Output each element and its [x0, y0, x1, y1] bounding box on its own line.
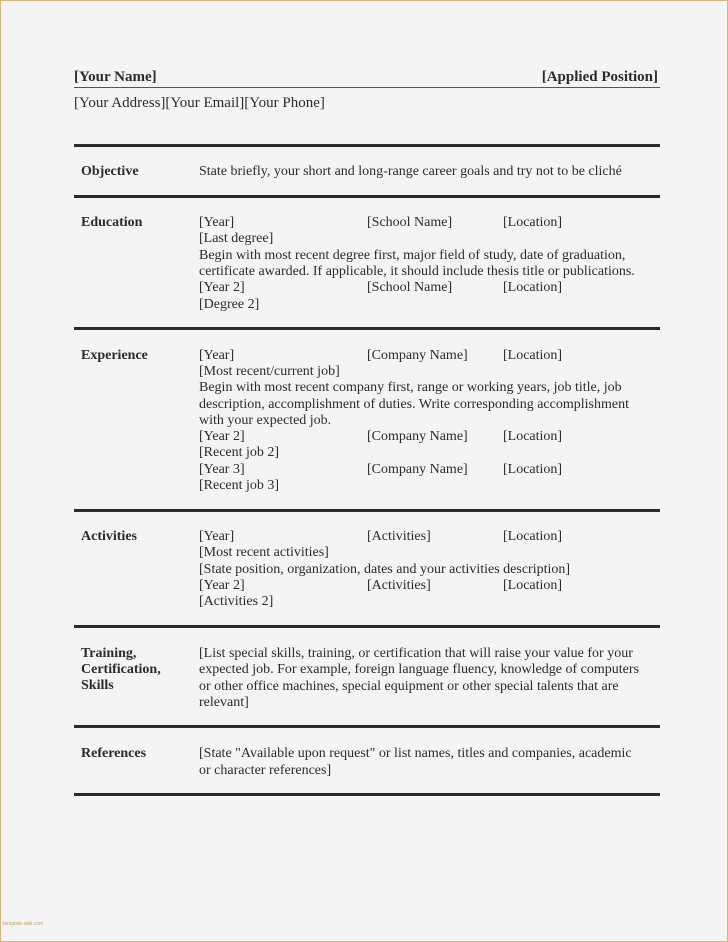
header-divider [74, 87, 660, 88]
activities-year-2: [Year 2] [199, 578, 245, 593]
section-divider [74, 725, 660, 728]
activities-year: [Year] [199, 529, 235, 544]
education-degree-2: [Degree 2] [199, 297, 260, 312]
section-divider [74, 625, 660, 628]
education-school-2: [School Name] [367, 280, 453, 295]
experience-company-3: [Company Name] [367, 462, 468, 477]
education-year: [Year] [199, 215, 235, 230]
education-location: [Location] [503, 215, 563, 230]
section-divider [74, 195, 660, 198]
activities-name-2: [Activities] [367, 578, 431, 593]
section-divider [74, 793, 660, 796]
experience-job-2: [Recent job 2] [199, 445, 280, 460]
education-description: certificate awarded. If applicable, it should include thesis title or publications. [199, 264, 635, 279]
section-divider [74, 509, 660, 512]
education-school: [School Name] [367, 215, 453, 230]
training-label: Training, [81, 646, 137, 661]
activities-description: [State position, organization, dates and your activities description] [199, 562, 571, 577]
education-degree: [Last degree] [199, 231, 274, 246]
activities-recent: [Most recent activities] [199, 545, 329, 560]
activities-2: [Activities 2] [199, 594, 274, 609]
section-divider [74, 144, 660, 147]
experience-location-3: [Location] [503, 462, 563, 477]
training-text: relevant] [199, 695, 249, 710]
experience-company-2: [Company Name] [367, 429, 468, 444]
experience-job-3: [Recent job 3] [199, 478, 280, 493]
objective-label: Objective [81, 164, 139, 179]
experience-year: [Year] [199, 348, 235, 363]
experience-description: with your expected job. [199, 413, 332, 428]
references-text: [State "Available upon request" or list names, titles and companies, academic [199, 746, 632, 761]
education-description: Begin with most recent degree first, major field of study, date of graduation, [199, 248, 626, 263]
training-text: [List special skills, training, or certification that will raise your value for your [199, 646, 633, 661]
objective-text: State briefly, your short and long-range career goals and try not to be cliché [199, 164, 622, 179]
references-text: or character references] [199, 763, 332, 778]
your-name: [Your Name] [74, 69, 157, 85]
experience-location-2: [Location] [503, 429, 563, 444]
training-text: or other office machines, special equipment or other special talents that are [199, 679, 619, 694]
experience-company: [Company Name] [367, 348, 468, 363]
education-location-2: [Location] [503, 280, 563, 295]
applied-position: [Applied Position] [541, 69, 658, 85]
activities-label: Activities [81, 529, 137, 544]
contact-line: [Your Address][Your Email][Your Phone] [74, 95, 325, 111]
section-divider [74, 327, 660, 330]
activities-name: [Activities] [367, 529, 431, 544]
watermark: template-wiki.com [3, 921, 44, 927]
education-label: Education [81, 215, 143, 230]
certification-label: Certification, [81, 662, 161, 677]
activities-location-2: [Location] [503, 578, 563, 593]
experience-year-2: [Year 2] [199, 429, 245, 444]
references-label: References [81, 746, 147, 761]
experience-year-3: [Year 3] [199, 462, 245, 477]
experience-description: Begin with most recent company first, range or working years, job title, job [199, 380, 622, 395]
experience-location: [Location] [503, 348, 563, 363]
education-year-2: [Year 2] [199, 280, 245, 295]
activities-location: [Location] [503, 529, 563, 544]
training-text: expected job. For example, foreign language fluency, knowledge of computers [199, 662, 639, 677]
experience-job: [Most recent/current job] [199, 364, 340, 379]
skills-label: Skills [81, 678, 114, 693]
experience-label: Experience [81, 348, 148, 363]
experience-description: description, accomplishment of duties. Write corresponding accomplishment [199, 397, 629, 412]
